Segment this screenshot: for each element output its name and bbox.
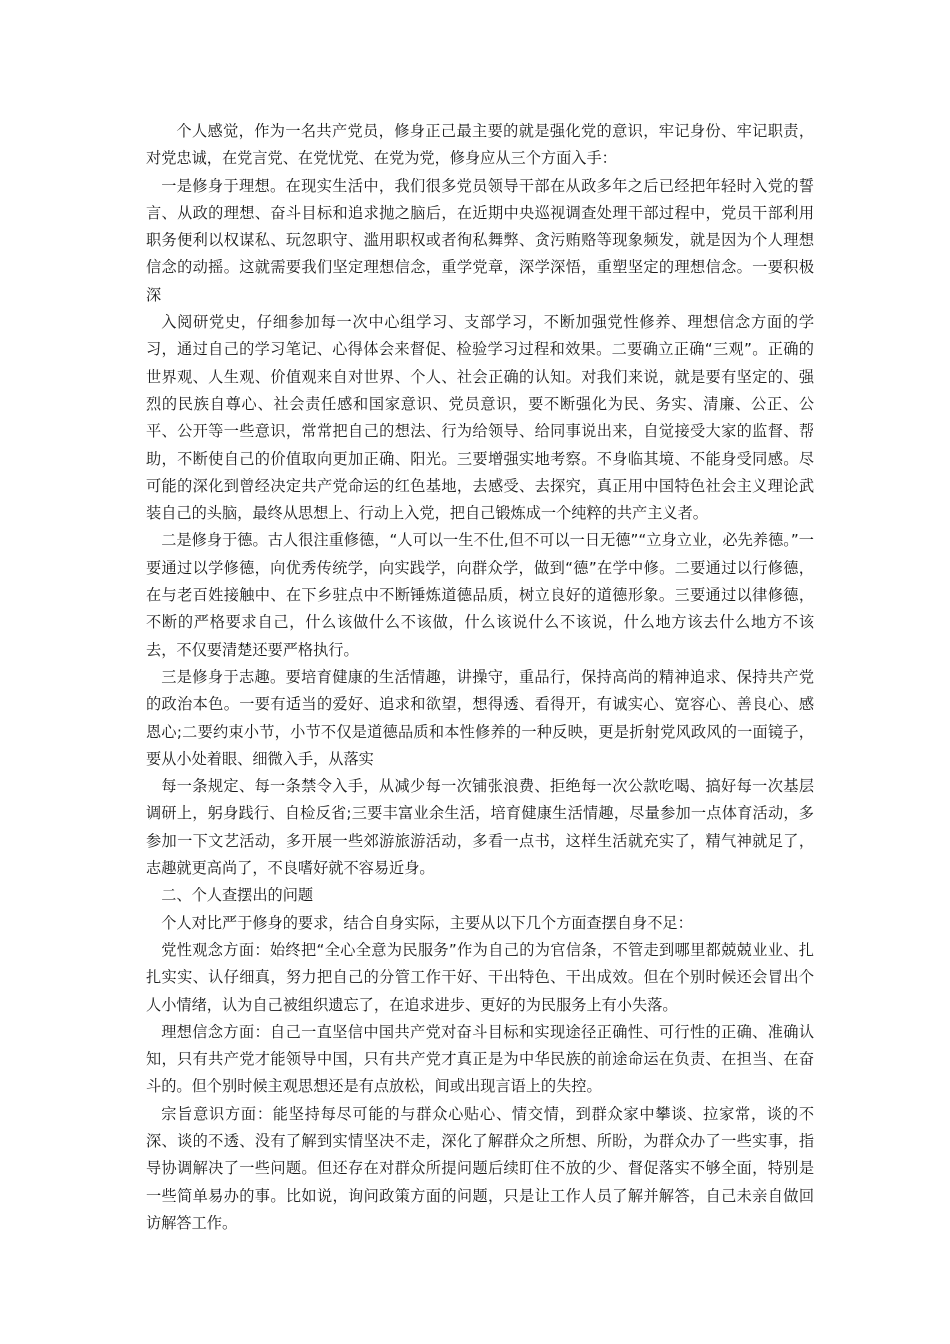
paragraph-party-history: 入阅研党史，仔细参加每一次中心组学习、支部学习，不断加强党性修养、理想信念方面的学习，通过自己的学习笔记、心得体会来督促、检验学习过程和效果。二要确立正确“三观”。正确的世界观、人生观、价值观来自对世界、个人、社会正确的认知。对我们来说，就是要有坚定的、强烈的民族自尊心、社会责任感和国家意识、党员意识，要不断强化为民、务实、清廉、公正、公平、公开等一些意识，常常把自己的想法、行为给领导、给同事说出来，自觉接受大家的监督、帮助，不断使自己的价值取向更加正确、阳光。三要增强实地考察。不身临其境、不能身受同感。尽可能的深化到曾经决定共产党命运的红色基地，去感受、去探究，真正用中国特色社会主义理论武装自己的头脑，最终从思想上、行动上入党，把自己锻炼成一个纯粹的共产主义者。 (146, 313, 814, 523)
paragraph-purpose: 宗旨意识方面：能坚持每尽可能的与群众心贴心、情交情，到群众家中攀谈、拉家常，谈的不深、谈的不透、没有了解到实情坚决不走，深化了解群众之所想、所盼，为群众办了一些实事，指导协调解决了一些问题。但还存在对群众所提问题后续盯住不放的少、督促落实不够全面，特别是一些简单易办的事。比如说，询问政策方面的问题，只是让工作人员了解并解答，自己未亲自做回访解答工作。 (146, 1104, 814, 1232)
paragraph-ideal-belief: 理想信念方面：自己一直坚信中国共产党对奋斗目标和实现途径正确性、可行性的正确、准确认知，只有共产党才能领导中国，只有共产党才真正是为中华民族的前途命运在负责、在担当、在奋斗的。但个别时候主观思想还是有点放松，间或出现言语上的失控。 (146, 1022, 814, 1096)
paragraph-intro: 个人感觉，作为一名共产党员，修身正己最主要的就是强化党的意识，牢记身份、牢记职责，对党忠诚，在党言党、在党忧党、在党为党，修身应从三个方面入手： (146, 122, 814, 168)
paragraph-interest: 三是修身于志趣。要培育健康的生活情趣，讲操守，重品行，保持高尚的精神追求、保持共产党的政治本色。一要有适当的爱好、追求和欲望，想得透、看得开，有诚实心、宽容心、善良心、感恩心;二要约束小节，小节不仅是道德品质和本性修养的一种反映，更是折射党风政风的一面镜子，要从小处着眼、细微入手，从落实 (146, 667, 814, 768)
paragraph-self-check: 个人对比严于修身的要求，结合自身实际，主要从以下几个方面查摆自身不足： (161, 913, 693, 932)
document-body (146, 118, 814, 1237)
section-heading-problems: 二、个人查摆出的问题 (161, 886, 314, 905)
paragraph-regulations: 每一条规定、每一条禁令入手，从减少每一次铺张浪费、拒绝每一次公款吃喝、搞好每一次基层调研上，躬身践行、自检反省;三要丰富业余生活，培育健康生活情趣，尽量参加一点体育活动，多参加一下文艺活动，多开展一些郊游旅游活动，多看一点书，这样生活就充实了，精气神就足了，志趣就更高尚了，不良嗜好就不容易近身。 (146, 777, 814, 878)
paragraph-virtue: 二是修身于德。古人很注重修德，“人可以一生不仕,但不可以一日无德”“立身立业，必先养德。”一要通过以学修德，向优秀传统学，向实践学，向群众学，做到“德”在学中修。二要通过以行修德，在与老百姓接触中、在下乡驻点中不断锤炼道德品质，树立良好的道德形象。三要通过以律修德，不断的严格要求自己，什么该做什么不该做，什么该说什么不该说，什么地方该去什么地方不该去，不仅要清楚还要严格执行。 (146, 531, 814, 659)
paragraph-party-concept: 党性观念方面：始终把“全心全意为民服务”作为自己的为官信条，不管走到哪里都兢兢业业、扎扎实实、认仔细真，努力把自己的分管工作干好、干出特色、干出成效。但在个别时候还会冒出个人小情绪，认为自己被组织遗忘了，在追求进步、更好的为民服务上有小失落。 (146, 940, 814, 1014)
paragraph-ideal: 一是修身于理想。在现实生活中，我们很多党员领导干部在从政多年之后已经把年轻时入党的誓言、从政的理想、奋斗目标和追求抛之脑后，在近期中央巡视调查处理干部过程中，党员干部利用职务便利以权谋私、玩忽职守、滥用职权或者徇私舞弊、贪污贿赂等现象频发，就是因为个人理想信念的动摇。这就需要我们坚定理想信念，重学党章，深学深悟，重塑坚定的理想信念。一要积极深 (146, 176, 814, 304)
